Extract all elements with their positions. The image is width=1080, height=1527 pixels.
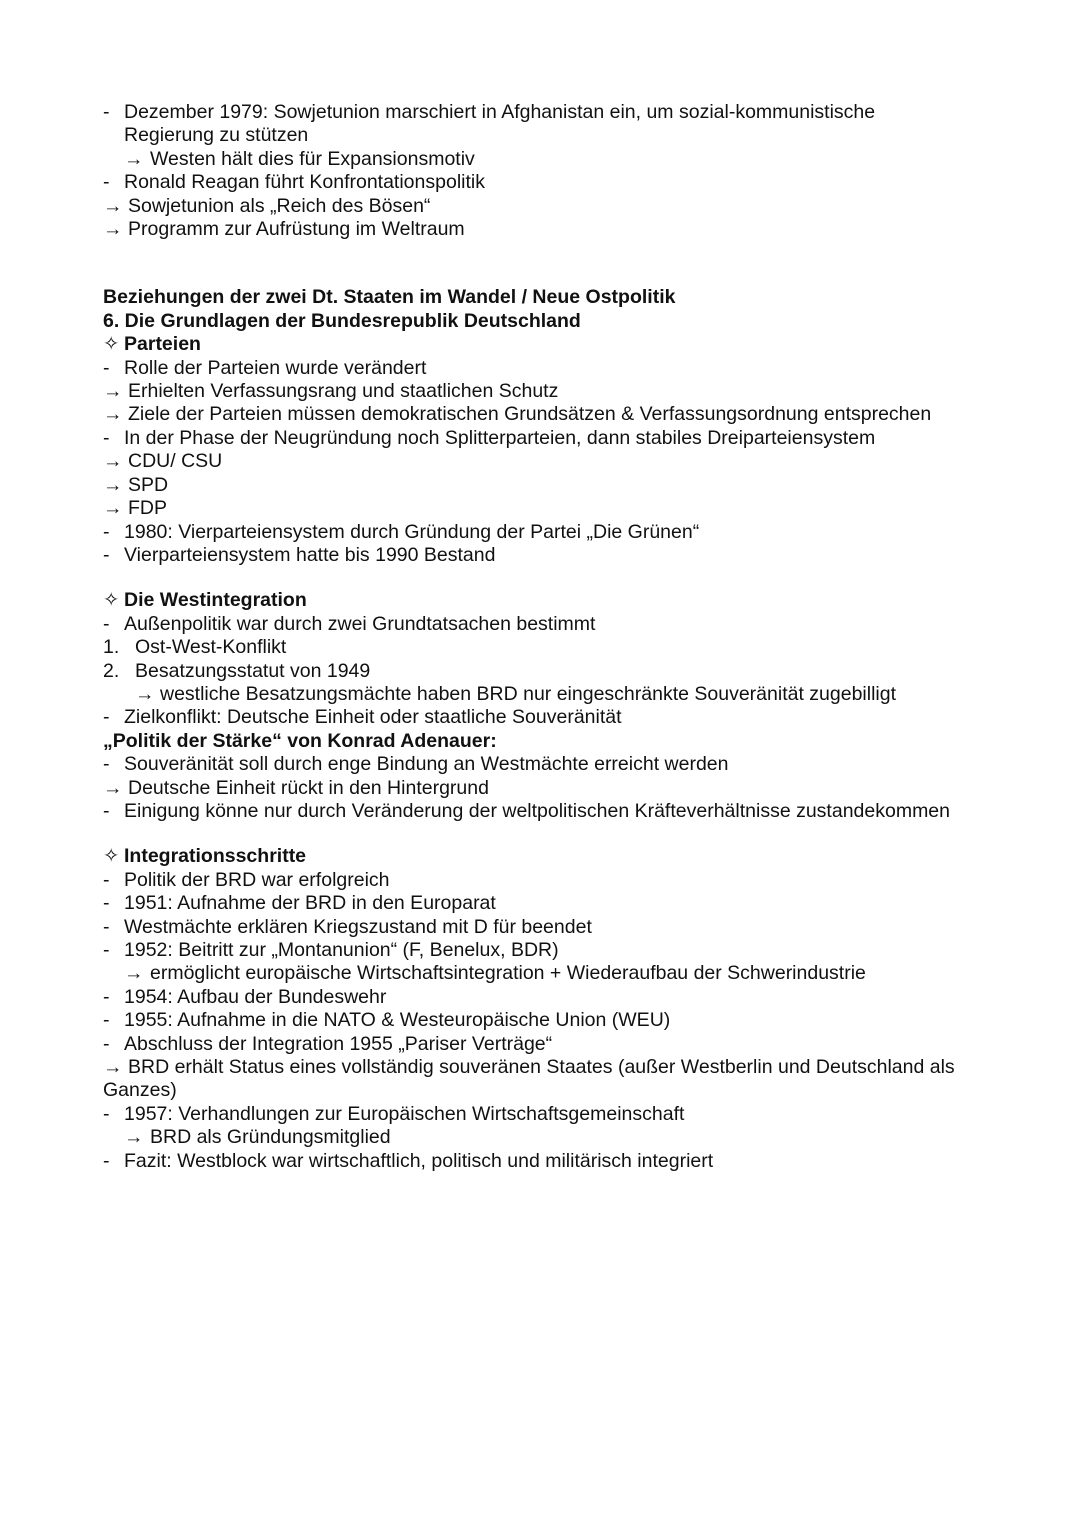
bullet-line (103, 357, 1003, 380)
number-marker: 2. (103, 659, 120, 682)
line-text: 1951: Aufnahme der BRD in den Europarat (124, 892, 496, 915)
continuation-line (103, 124, 1003, 147)
arrow-icon: → (135, 682, 155, 705)
bullet-line (103, 939, 1003, 962)
arrow-line (103, 450, 1003, 473)
line-text: BRD als Gründungsmitglied (150, 1126, 391, 1149)
arrow-line (103, 195, 1003, 218)
line-text: SPD (128, 473, 169, 496)
dash-marker: - (103, 985, 110, 1008)
chapter-title (103, 310, 1003, 333)
bullet-line (103, 544, 1003, 567)
bullet-line (103, 171, 1003, 194)
dash-marker: - (103, 171, 110, 194)
heading-text: Integrationsschritte (124, 845, 307, 868)
arrow-icon: → (103, 194, 123, 217)
document-page (103, 101, 1003, 1173)
dash-marker: - (103, 892, 110, 915)
bullet-line (103, 753, 1003, 776)
line-text: Abschluss der Integration 1955 „Pariser Verträge“ (124, 1032, 553, 1055)
arrow-icon: → (103, 1056, 123, 1079)
arrow-line (103, 683, 1003, 706)
dash-marker: - (103, 706, 110, 729)
bullet-line (103, 613, 1003, 636)
heading-text: 6. Die Grundlagen der Bundesrepublik Deutschland (103, 309, 581, 332)
line-text: 1954: Aufbau der Bundeswehr (124, 985, 387, 1008)
subheading (103, 589, 1003, 612)
line-text: Ronald Reagan führt Konfrontationspolitik (124, 171, 485, 194)
line-text: Fazit: Westblock war wirtschaftlich, politisch und militärisch integriert (124, 1149, 714, 1172)
subheading (103, 730, 1003, 753)
bullet-line (103, 869, 1003, 892)
diamond-icon: ✧ (103, 333, 120, 356)
arrow-icon: → (103, 450, 123, 473)
dash-marker: - (103, 612, 110, 635)
bullet-line (103, 1150, 1003, 1173)
line-text: Zielkonflikt: Deutsche Einheit oder staatliche Souveränität (124, 706, 622, 729)
line-text: Außenpolitik war durch zwei Grundtatsachen bestimmt (124, 612, 596, 635)
dash-marker: - (103, 1032, 110, 1055)
arrow-icon: → (124, 1126, 144, 1149)
heading-text: Beziehungen der zwei Dt. Staaten im Wandel / Neue Ostpolitik (103, 286, 676, 309)
numbered-line (103, 660, 1003, 683)
dash-marker: - (103, 1102, 110, 1125)
arrow-line (103, 474, 1003, 497)
line-text: Vierparteiensystem hatte bis 1990 Bestand (124, 543, 496, 566)
line-text: Deutsche Einheit rückt in den Hintergrund (128, 776, 489, 799)
bullet-line (103, 427, 1003, 450)
numbered-line (103, 636, 1003, 659)
line-text: Sowjetunion als „Reich des Bösen“ (128, 194, 431, 217)
arrow-icon: → (103, 380, 123, 403)
diamond-icon: ✧ (103, 589, 120, 612)
line-text: Einigung könne nur durch Veränderung der weltpolitischen Kräfteverhältnisse zustandekommen (124, 799, 950, 822)
line-text: Dezember 1979: Sowjetunion marschiert in Afghanistan ein, um sozial-kommunistische (124, 101, 876, 123)
dash-marker: - (103, 868, 110, 891)
subheading (103, 845, 1003, 868)
line-text: Ost-West-Konflikt (135, 636, 287, 659)
line-text: Rolle der Parteien wurde verändert (124, 356, 427, 379)
line-text: Politik der BRD war erfolgreich (124, 868, 390, 891)
dash-marker: - (103, 426, 110, 449)
bullet-line (103, 1009, 1003, 1032)
dash-marker: - (103, 1149, 110, 1172)
bullet-line (103, 892, 1003, 915)
line-text: Programm zur Aufrüstung im Weltraum (128, 218, 465, 241)
bullet-line (103, 521, 1003, 544)
arrow-icon: → (103, 218, 123, 241)
line-text: 1957: Verhandlungen zur Europäischen Wirtschaftsgemeinschaft (124, 1102, 685, 1125)
section-heading (103, 286, 1003, 309)
line-text: 1952: Beitritt zur „Montanunion“ (F, Benelux, BDR) (124, 939, 559, 961)
arrow-icon: → (103, 497, 123, 520)
arrow-icon: → (103, 776, 123, 799)
line-text: Ziele der Parteien müssen demokratischen Grundsätzen & Verfassungsordnung entsprechen (128, 403, 932, 426)
dash-marker: - (103, 915, 110, 938)
line-text: Regierung zu stützen (124, 124, 309, 147)
line-text: Souveränität soll durch enge Bindung an Westmächte erreicht werden (124, 753, 729, 776)
heading-text: Die Westintegration (124, 589, 307, 612)
arrow-line (103, 380, 1003, 403)
dash-marker: - (103, 520, 110, 543)
line-text: 1955: Aufnahme in die NATO & Westeuropäische Union (WEU) (124, 1009, 671, 1032)
arrow-icon: → (124, 147, 144, 170)
line-text: westliche Besatzungsmächte haben BRD nur eingeschränkte Souveränität zugebilligt (160, 682, 897, 705)
number-marker: 1. (103, 636, 120, 659)
arrow-line (103, 403, 1003, 426)
section-integrationsschritte (103, 845, 1003, 1173)
dash-marker: - (103, 356, 110, 379)
line-text: Erhielten Verfassungsrang und staatlichen Schutz (128, 380, 559, 403)
line-text: CDU/ CSU (128, 450, 223, 473)
bullet-line (103, 1033, 1003, 1056)
dash-marker: - (103, 1009, 110, 1032)
arrow-line (103, 777, 1003, 800)
bullet-line (103, 1103, 1003, 1126)
section-parteien (103, 286, 1003, 567)
arrow-line (103, 1056, 1003, 1103)
line-text: FDP (128, 497, 167, 520)
line-text: ermöglicht europäische Wirtschaftsintegration + Wiederaufbau der Schwerindustrie (150, 962, 866, 985)
dash-marker: - (103, 543, 110, 566)
dash-marker: - (103, 101, 110, 123)
line-text: Besatzungsstatut von 1949 (135, 659, 371, 682)
line-text: 1980: Vierparteiensystem durch Gründung der Partei „Die Grünen“ (124, 520, 700, 543)
dash-marker: - (103, 799, 110, 822)
arrow-line (103, 962, 1003, 985)
bullet-line (103, 101, 1003, 124)
arrow-line (103, 218, 1003, 241)
dash-marker: - (103, 939, 110, 961)
heading-text: Parteien (124, 333, 201, 356)
bullet-line (103, 986, 1003, 1009)
dash-marker: - (103, 753, 110, 776)
arrow-line (103, 497, 1003, 520)
subheading (103, 333, 1003, 356)
bullet-line (103, 916, 1003, 939)
section-westintegration (103, 589, 1003, 823)
bullet-line (103, 800, 1003, 823)
heading-text: „Politik der Stärke“ von Konrad Adenauer: (103, 729, 497, 752)
line-text: In der Phase der Neugründung noch Splitterparteien, dann stabiles Dreiparteiensystem (124, 426, 876, 449)
arrow-icon: → (124, 962, 144, 985)
line-text: Westmächte erklären Kriegszustand mit D für beendet (124, 915, 592, 938)
arrow-icon: → (103, 473, 123, 496)
diamond-icon: ✧ (103, 845, 120, 868)
section-afghanistan (103, 101, 1003, 241)
arrow-line (103, 1126, 1003, 1149)
line-text: BRD erhält Status eines vollständig souveränen Staates (außer Westberlin und Deutschland als Ganzes) (103, 1056, 955, 1102)
bullet-line (103, 706, 1003, 729)
arrow-line (103, 148, 1003, 171)
arrow-icon: → (103, 403, 123, 426)
line-text: Westen hält dies für Expansionsmotiv (150, 147, 475, 170)
